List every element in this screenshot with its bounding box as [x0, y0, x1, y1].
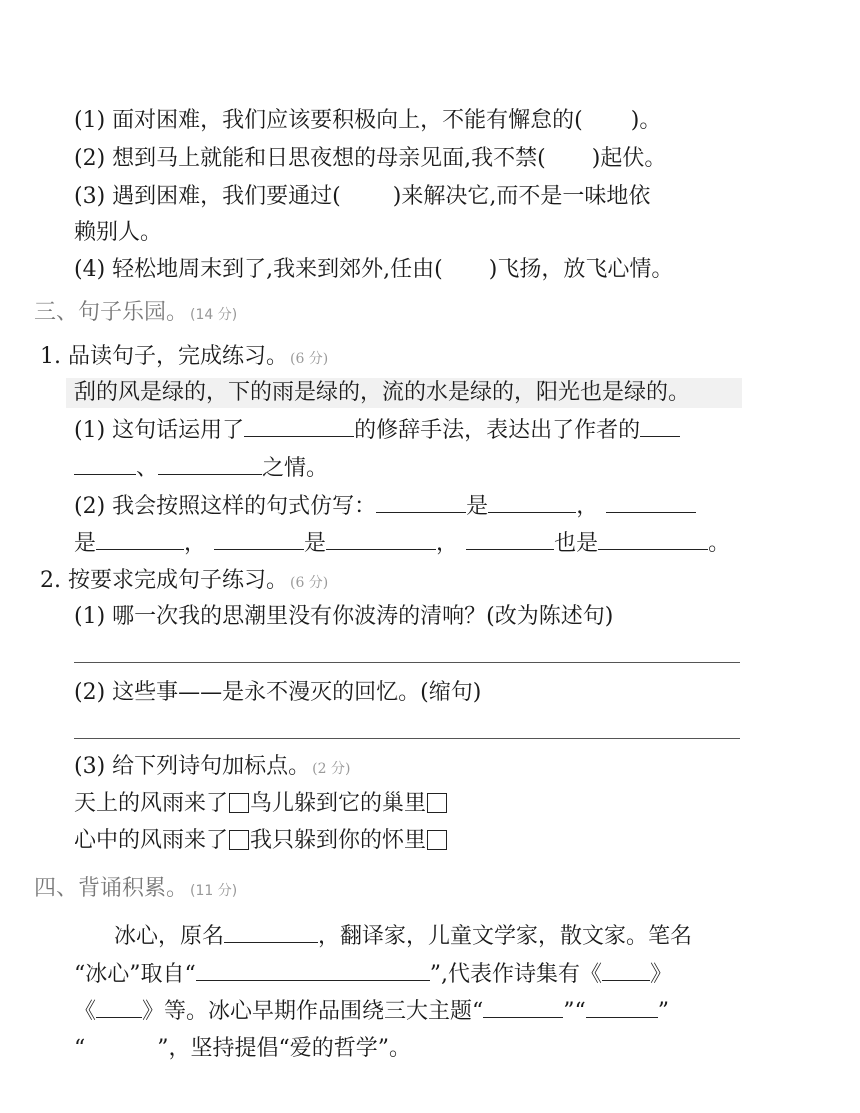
item-1-end: )。 [630, 108, 662, 133]
q1-s1-line1 [74, 416, 680, 446]
q2-points: (6 分) [289, 575, 329, 591]
section-4-title: 四、背诵积累。 [34, 876, 189, 901]
s4-line-1 [114, 922, 692, 952]
section-3-title: 三、句子乐园。 [34, 300, 189, 325]
q1-heading [40, 342, 328, 374]
q1-s2-comma2: ， [184, 531, 207, 556]
s4-l4a: “ [74, 1036, 86, 1061]
q1-s2-end: 。 [708, 531, 731, 556]
s4-l3c: ”“ [563, 999, 586, 1024]
imitate-blank-5[interactable] [214, 529, 304, 550]
q2-heading [40, 566, 328, 598]
section-4-heading [34, 874, 237, 906]
item-4-end: )飞扬，放飞心情。 [488, 257, 674, 282]
q1-s2-shi3: 是 [304, 531, 327, 556]
q1-s1-text2: 的修辞手法，表达出了作者的 [354, 418, 641, 443]
poem-1b: 鸟儿躲到它的巢里 [250, 791, 427, 816]
q1-title: 1. 品读句子，完成练习。 [40, 344, 288, 369]
s4-l3a: 《 [74, 999, 97, 1024]
s4-l2a: “冰心”取自“ [74, 962, 196, 987]
q2-s3-text: (3) 给下列诗句加标点。 [74, 754, 311, 779]
item-1 [74, 106, 661, 136]
theme-blank-2[interactable] [586, 997, 658, 1018]
poem-2a: 心中的风雨来了 [74, 828, 229, 853]
q1-s1-end: 之情。 [262, 456, 329, 481]
s4-l3d: ” [657, 999, 670, 1024]
item-1-text: (1) 面对困难，我们应该要积极向上，不能有懈怠的( [74, 108, 583, 133]
item-2-text: (2) 想到马上就能和日思夜想的母亲见面,我不禁( [74, 146, 546, 171]
pen-name-source-blank[interactable] [196, 960, 430, 981]
imitate-blank-2[interactable] [488, 492, 576, 513]
imitate-blank-7[interactable] [466, 529, 554, 550]
poem-line-2 [74, 826, 448, 856]
q1-s2-text: (2) 我会按照这样的句式仿写： [74, 494, 377, 519]
q1-s2-comma1: ， [576, 494, 599, 519]
q2-s3-heading [74, 752, 350, 784]
poem-1a: 天上的风雨来了 [74, 791, 229, 816]
s4-line-2 [74, 960, 672, 990]
q1-s2-shi1: 是 [466, 494, 489, 519]
s4-l3b: 》等。冰心早期作品围绕三大主题“ [142, 999, 484, 1024]
poem-collection-blank-2[interactable] [96, 997, 142, 1018]
imitate-blank-4[interactable] [96, 529, 184, 550]
punct-box-1[interactable] [229, 793, 249, 813]
item-4-text: (4) 轻松地周末到了,我来到郊外,任由( [74, 257, 443, 282]
answer-line-2[interactable] [74, 738, 740, 739]
item-2 [74, 144, 666, 174]
q2-s1: (1) 哪一次我的思潮里没有你波涛的清响？(改为陈述句) [74, 604, 614, 629]
s4-l4b: ”，坚持提倡“爱的哲学”。 [157, 1036, 411, 1061]
q1-s1-line2 [74, 454, 328, 484]
rhetoric-blank[interactable] [244, 416, 354, 437]
q1-s2-line2 [74, 529, 730, 559]
q1-s2-yeshi: 也是 [554, 531, 599, 556]
poem-collection-blank-1[interactable] [602, 960, 650, 981]
q1-s2-line1 [74, 492, 696, 522]
punct-box-2[interactable] [427, 793, 447, 813]
section-3-heading [34, 298, 237, 330]
punct-box-4[interactable] [427, 830, 447, 850]
q1-points: (6 分) [289, 351, 329, 367]
imitate-blank-3[interactable] [606, 492, 696, 513]
q1-s1-sep: 、 [136, 456, 159, 481]
q1-s2-shi2: 是 [74, 531, 97, 556]
emotion-blank-2[interactable] [158, 454, 262, 475]
s4-l1a: 冰心，原名 [114, 924, 225, 949]
item-3-end: )来解决它,而不是一味地依 [392, 184, 651, 209]
imitate-blank-6[interactable] [326, 529, 436, 550]
q2-s3-points: (2 分) [312, 761, 351, 777]
emotion-blank-1b[interactable] [74, 454, 136, 475]
item-4 [74, 255, 673, 285]
imitate-blank-8[interactable] [598, 529, 708, 550]
item-3-cont: 赖别人。 [74, 220, 163, 245]
item-2-end: )起伏。 [591, 146, 667, 171]
s4-l2c: 》 [650, 962, 673, 987]
imitate-blank-1[interactable] [376, 492, 466, 513]
quote-sentence: 刮的风是绿的，下的雨是绿的，流的水是绿的，阳光也是绿的。 [74, 380, 691, 405]
answer-line-1[interactable] [74, 662, 740, 663]
s4-l2b: ”,代表作诗集有《 [429, 962, 602, 987]
real-name-blank[interactable] [224, 922, 318, 943]
section-3-points: (14 分) [190, 307, 238, 323]
s4-line-3 [74, 997, 669, 1027]
punct-box-3[interactable] [229, 830, 249, 850]
q2-title: 2. 按要求完成句子练习。 [40, 568, 288, 593]
s4-line-4 [74, 1034, 411, 1064]
q1-s2-comma3: ， [436, 531, 459, 556]
poem-line-1 [74, 789, 448, 819]
emotion-blank-1a[interactable] [640, 416, 680, 437]
s4-l1b: ，翻译家，儿童文学家，散文家。笔名 [318, 924, 693, 949]
q1-s1-text: (1) 这句话运用了 [74, 418, 245, 443]
theme-blank-1[interactable] [483, 997, 563, 1018]
item-3-text: (3) 遇到困难，我们要通过( [74, 184, 341, 209]
q2-s2: (2) 这些事——是永不漫灭的回忆。(缩句) [74, 680, 482, 705]
item-3 [74, 182, 650, 212]
poem-2b: 我只躲到你的怀里 [250, 828, 427, 853]
section-4-points: (11 分) [190, 883, 238, 899]
